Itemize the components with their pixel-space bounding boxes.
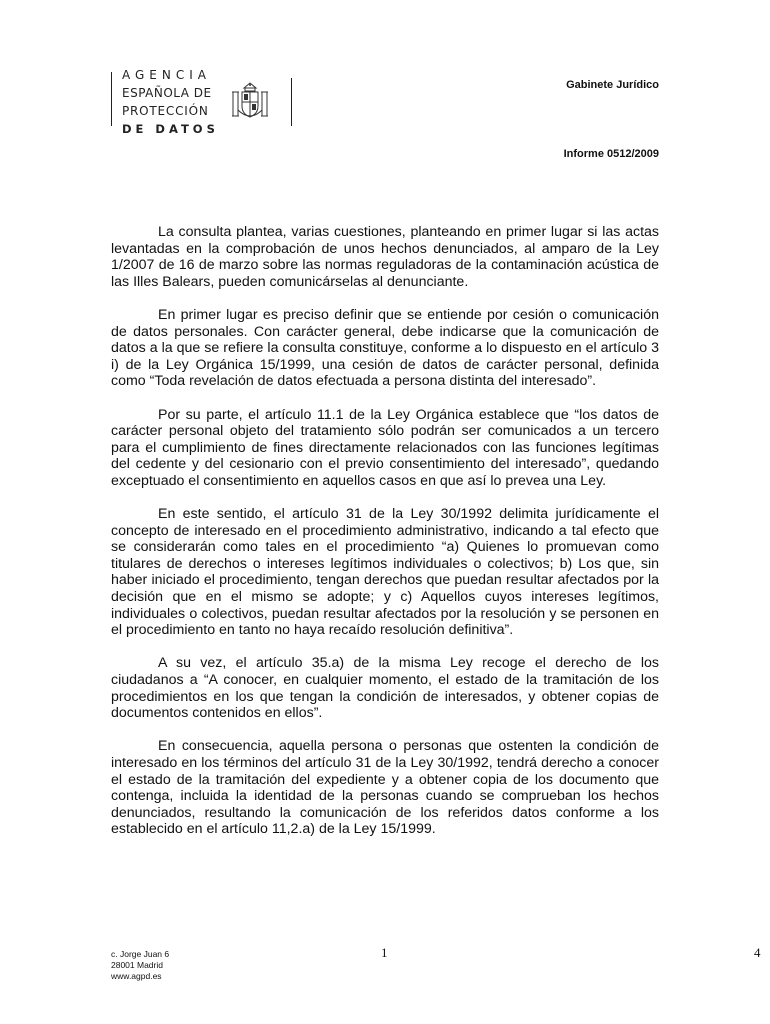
paragraph: En primer lugar es preciso definir que se entiende por cesión o comunicación de datos personales. Con carácter general, debe indicarse que la comunicación de datos a la que se refiere la consulta constituye, conforme a lo dispuesto en el artículo 3 i) de la Ley Orgánica 15/1999, una cesión de datos de carácter personal, definida como “Toda revelación de datos efectuada a persona distinta del interesado”.	[111, 306, 659, 390]
paragraph: En este sentido, el artículo 31 de la Ley 30/1992 delimita jurídicamente el concepto de interesado en el procedimiento administrativo, indicando a tal efecto que se considerarán como tales en el procedimiento “a) Quienes lo promuevan como titulares de derechos o intereses legítimos individuales o colectivos; b) Los que, sin haber iniciado el procedimiento, tengan derechos que puedan resultar afectados por la decisión que en el mismo se adopte; y c) Aquellos cuyos intereses legítimos, individuales o colectivos, puedan resultar afectados por la resolución y se personen en el procedimiento en tanto no haya recaído resolución definitiva”.	[111, 506, 659, 639]
address-street: c. Jorge Juan 6	[111, 949, 170, 959]
agency-name-line4: DE DATOS	[122, 122, 219, 136]
agency-name-line2: ESPAÑOLA DE	[122, 86, 212, 100]
page-total: 4	[754, 945, 761, 960]
paragraph: La consulta plantea, varias cuestiones, planteando en primer lugar si las actas levantadas en la comprobación de unos hechos denunciados, al amparo de la Ley 1/2007 de 16 de marzo sobre las normas reguladoras de la contaminación acústica de las Illes Balears, pueden comunicárselas al denunciante.	[111, 224, 659, 290]
coat-of-arms-icon	[230, 80, 270, 126]
logo-divider-left	[111, 72, 112, 126]
address-city: 28001 Madrid	[111, 960, 163, 970]
paragraph: En consecuencia, aquella persona o personas que ostenten la condición de interesado en los términos del artículo 31 de la Ley 30/1992, tendrá derecho a conocer el estado de la tramitación del expediente y a obtener copia de los documento que contenga, incluida la identidad de la personas cuando se comprueban los hechos denunciados, resultando la comunicación de los referidos datos conforme a los establecido en el artículo 11,2.a) de la Ley 15/1999.	[111, 738, 659, 838]
paragraph: Por su parte, el artículo 11.1 de la Ley Orgánica establece que “los datos de carácter personal objeto del tratamiento sólo podrán ser comunicados a un tercero para el cumplimiento de fines directamente relacionados con las funciones legítimas del cedente y del cesionario con el previo consentimiento del interesado”, quedando exceptuado el consentimiento en aquellos casos en que así lo prevea una Ley.	[111, 406, 659, 489]
paragraph: A su vez, el artículo 35.a) de la misma Ley recoge el derecho de los ciudadanos a “A conocer, en cualquier momento, el estado de la tramitación de los procedimientos en los que tengan la condición de interesados, y obtener copias de documentos contenidos en ellos”.	[111, 655, 659, 722]
page-number: 1	[381, 945, 388, 960]
website-link[interactable]: www.agpd.es	[111, 971, 162, 981]
report-id: Informe 0512/2009	[563, 148, 659, 160]
document-body	[111, 224, 659, 855]
agency-logo	[122, 66, 219, 138]
agency-name-line1: AGENCIA	[122, 68, 211, 82]
department-name: Gabinete Jurídico	[566, 79, 659, 91]
logo-divider-right	[291, 78, 292, 126]
agency-name-line3: PROTECCIÓN	[122, 104, 209, 118]
footer-address	[111, 949, 169, 982]
